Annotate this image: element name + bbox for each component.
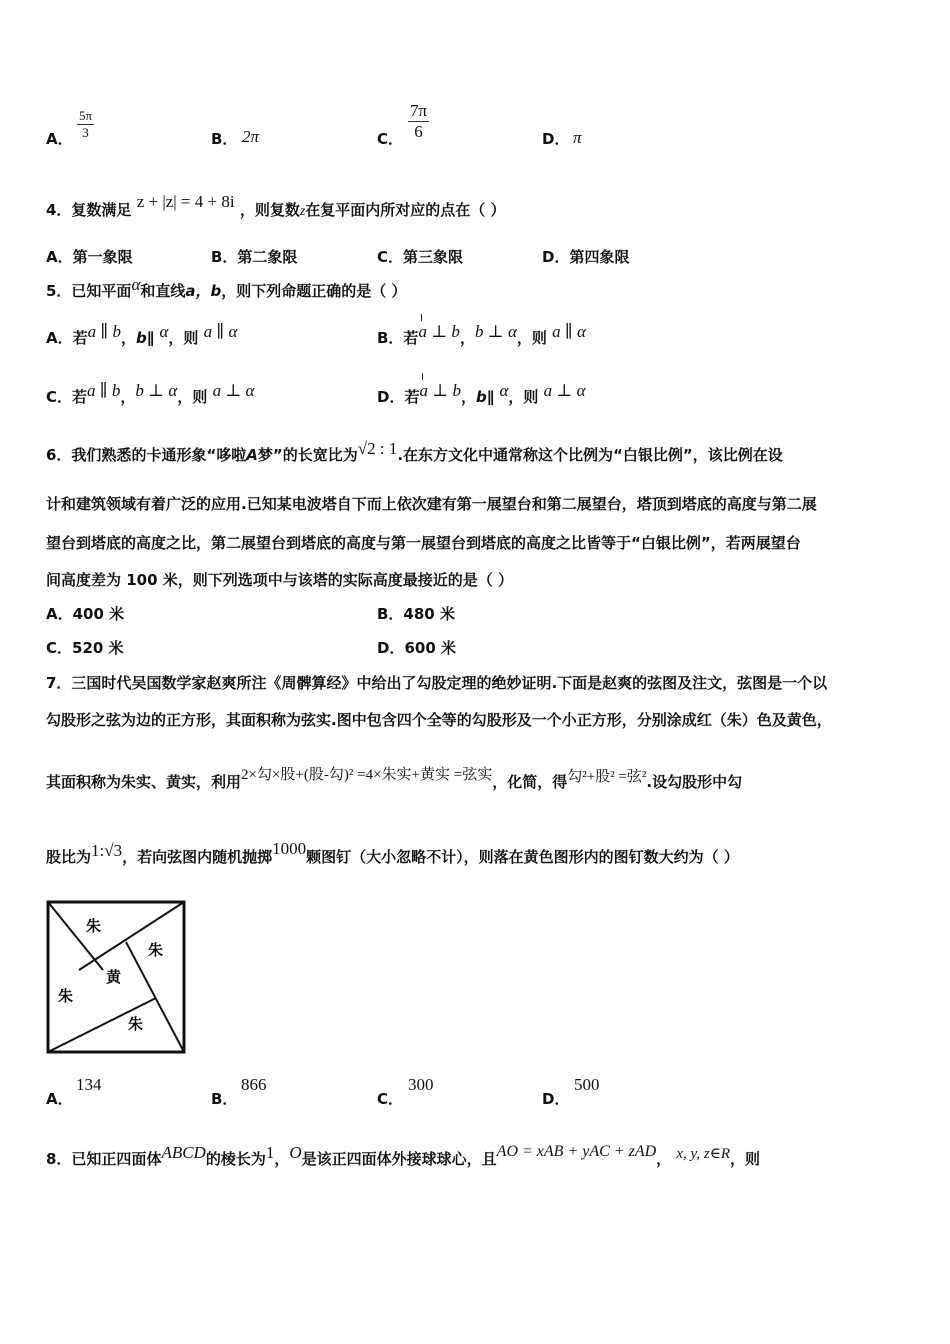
chord-diagram [46, 900, 186, 1055]
q8-center: O [289, 1143, 302, 1162]
q6-l1-mid: 梦”的长宽比为 [257, 446, 358, 464]
q4-suffix: 在复平面内所对应的点在（ ） [305, 201, 506, 219]
q5-c-cond1: a ∥ b [87, 381, 121, 400]
q3-c-numerator: 7π [410, 101, 428, 120]
q5-d-plane: α [499, 381, 509, 400]
q5-a-then: ，则 [168, 329, 199, 347]
q3-option-a-label: A． [46, 130, 73, 148]
q4-option-b: B．第二象限 [211, 248, 298, 266]
q5-option-c: C．若a ∥ b，b ⊥ α，则 a ⊥ α [46, 381, 255, 406]
q5-b-cond2: b ⊥ α [474, 322, 517, 341]
q6-option-b: B．480 米 [377, 605, 455, 623]
q7-formula1: 2×勾×股+(股-勾)² =4×朱实+黄实 =弦实 [241, 767, 493, 783]
q8-edge-length: 1 [265, 1143, 275, 1162]
diagram-label-top: 朱 [86, 917, 102, 935]
q5-a-plane: α [159, 322, 169, 341]
q5-b-label: B．若 [377, 329, 419, 347]
q7-l4-suffix: 颗图钉（大小忽略不计），则落在黄色图形内的图钉数大约为（ ） [306, 848, 739, 866]
q6-line2: 计和建筑领域有着广泛的应用.已知某电波塔自下而上依次建有第一展望台和第二展望台，塔顶到塔底的高度与第二展 [46, 495, 817, 513]
q7-line1: 7．三国时代吴国数学家赵爽所注《周髀算经》中给出了勾股定理的绝妙证明.下面是赵爽的弦图及注文，弦图是一个以 [46, 674, 828, 692]
q4-mid: ，则复数 [239, 201, 300, 219]
q7-formula2: 勾²+股² =弦² [567, 769, 647, 785]
q6-option-a: A．400 米 [46, 605, 125, 623]
q6-l1-a: A [246, 446, 258, 464]
q8-formula: AO = xAB + yAC + zAD [496, 1143, 657, 1160]
q5-mid: 和直线 [140, 282, 186, 300]
q5-option-a: A．若a ∥ b，b∥ α，则 a ∥ α [46, 322, 238, 347]
q8-prefix: 8．已知正四面体 [46, 1150, 162, 1168]
q6-option-d: D．600 米 [377, 639, 456, 657]
q4-stem [46, 192, 506, 220]
q5-c-label: C．若 [46, 388, 88, 406]
q4-option-d: D．第四象限 [542, 248, 630, 266]
q7-l3-suffix: .设勾股形中勾 [646, 773, 743, 791]
q4-prefix: 4．复数满足 [46, 201, 132, 219]
q5-c-then: ，则 [177, 388, 208, 406]
q7-line4 [46, 839, 739, 867]
q5-d-cond2: b∥ [475, 388, 495, 406]
q7-l4-mid: ，若向弦图内随机抛掷 [122, 848, 273, 866]
q7-ratio: 1:√3 [91, 841, 123, 860]
q5-b-then: ，则 [516, 329, 547, 347]
q7-option-b-label: B． [211, 1090, 238, 1108]
q3-a-numerator: 5π [79, 108, 93, 123]
q7-option-b-value: 866 [241, 1075, 267, 1094]
q8-vars: x, y, z∈R [676, 1146, 730, 1162]
q5-a-cond2: b∥ [135, 329, 155, 347]
q7-line3 [46, 767, 743, 792]
q8-mid2: ， [274, 1150, 290, 1168]
q3-a-denominator: 3 [82, 125, 89, 140]
q3-option-c-value [408, 101, 429, 142]
q5-option-d: D．若a ⊥ b，b∥ α，则 a ⊥ α [377, 381, 586, 406]
q7-option-a-value: 134 [76, 1075, 102, 1094]
q6-option-c: C．520 米 [46, 639, 124, 657]
q3-option-d-value: π [573, 128, 582, 147]
q7-option-a-label: A． [46, 1090, 73, 1108]
diagram-label-bottom: 朱 [128, 1015, 144, 1033]
q7-option-d-value: 500 [574, 1075, 600, 1094]
q5-b-cond1: a ⊥ b [418, 322, 460, 341]
q7-count: 1000 [272, 839, 307, 858]
diagram-label-right: 朱 [148, 941, 164, 959]
q6-l1-prefix: 6．我们熟悉的卡通形象“哆啦 [46, 446, 247, 464]
q5-vars: a，b [185, 282, 222, 300]
q5-c-conclusion: a ⊥ α [212, 381, 255, 400]
q5-a-label: A．若 [46, 329, 88, 347]
q6-line3: 望台到塔底的高度之比，第二展望台到塔底的高度与第一展望台到塔底的高度之比皆等于“白银比例”，若两展望台 [46, 534, 801, 552]
q5-d-cond1: a ⊥ b [419, 381, 461, 400]
diagram-label-left: 朱 [58, 987, 74, 1005]
q7-l3-mid: ，化简，得 [492, 773, 568, 791]
q5-a-conclusion: a ∥ α [203, 322, 238, 341]
q5-prefix: 5．已知平面 [46, 282, 132, 300]
q3-option-d-label: D． [542, 130, 570, 148]
q5-d-label: D．若 [377, 388, 420, 406]
q4-option-a: A．第一象限 [46, 248, 133, 266]
q8-mid4: ， [656, 1150, 672, 1168]
q4-formula: z + |z| = 4 + 8i [136, 192, 235, 211]
q7-option-d-label: D． [542, 1090, 570, 1108]
q5-suffix: ，则下列命题正确的是（ ） [221, 282, 407, 300]
q6-ratio: √2 : 1 [357, 439, 398, 458]
q7-l4-prefix: 股比为 [46, 848, 92, 866]
q6-line4: 间高度差为 100 米，则下列选项中与该塔的实际高度最接近的是（ ） [46, 571, 513, 589]
q8-stem [46, 1143, 760, 1169]
q5-d-conclusion: a ⊥ α [543, 381, 586, 400]
q3-option-c-label: C． [377, 130, 404, 148]
q8-mid1: 的棱长为 [205, 1150, 266, 1168]
q7-option-c-value: 300 [408, 1075, 434, 1094]
q7-l3-prefix: 其面积称为朱实、黄实，利用 [46, 773, 242, 791]
q6-line1 [46, 439, 783, 465]
q8-mid3: 是该正四面体外接球球心，且 [301, 1150, 497, 1168]
q5-alpha: α [131, 275, 141, 294]
q6-l1-suffix: .在东方文化中通常称这个比例为“白银比例”，该比例在设 [397, 446, 783, 464]
q5-stem [46, 275, 407, 301]
q7-option-c-label: C． [377, 1090, 404, 1108]
q3-option-b-label: B． [211, 130, 238, 148]
q4-var: z [299, 204, 306, 219]
q5-option-b: B．若a ⊥ b，b ⊥ α，则 a ∥ α [377, 322, 586, 347]
q5-a-cond1: a ∥ b [87, 322, 121, 341]
q5-b-conclusion: a ∥ α [552, 322, 586, 341]
q7-line2: 勾股形之弦为边的正方形，其面积称为弦实.图中包含四个全等的勾股形及一个小正方形，分别涂成红（朱）色及黄色， [46, 711, 832, 729]
q5-d-then: ，则 [508, 388, 539, 406]
q3-c-denominator: 6 [414, 122, 423, 141]
q3-option-a-value [77, 108, 94, 141]
q4-option-c: C．第三象限 [377, 248, 464, 266]
q8-suffix: ，则 [729, 1150, 760, 1168]
q3-option-b-value: 2π [242, 127, 260, 146]
q8-tetra-name: ABCD [161, 1143, 206, 1162]
diagram-label-center: 黄 [106, 968, 122, 986]
q5-c-cond2: b ⊥ α [135, 381, 178, 400]
